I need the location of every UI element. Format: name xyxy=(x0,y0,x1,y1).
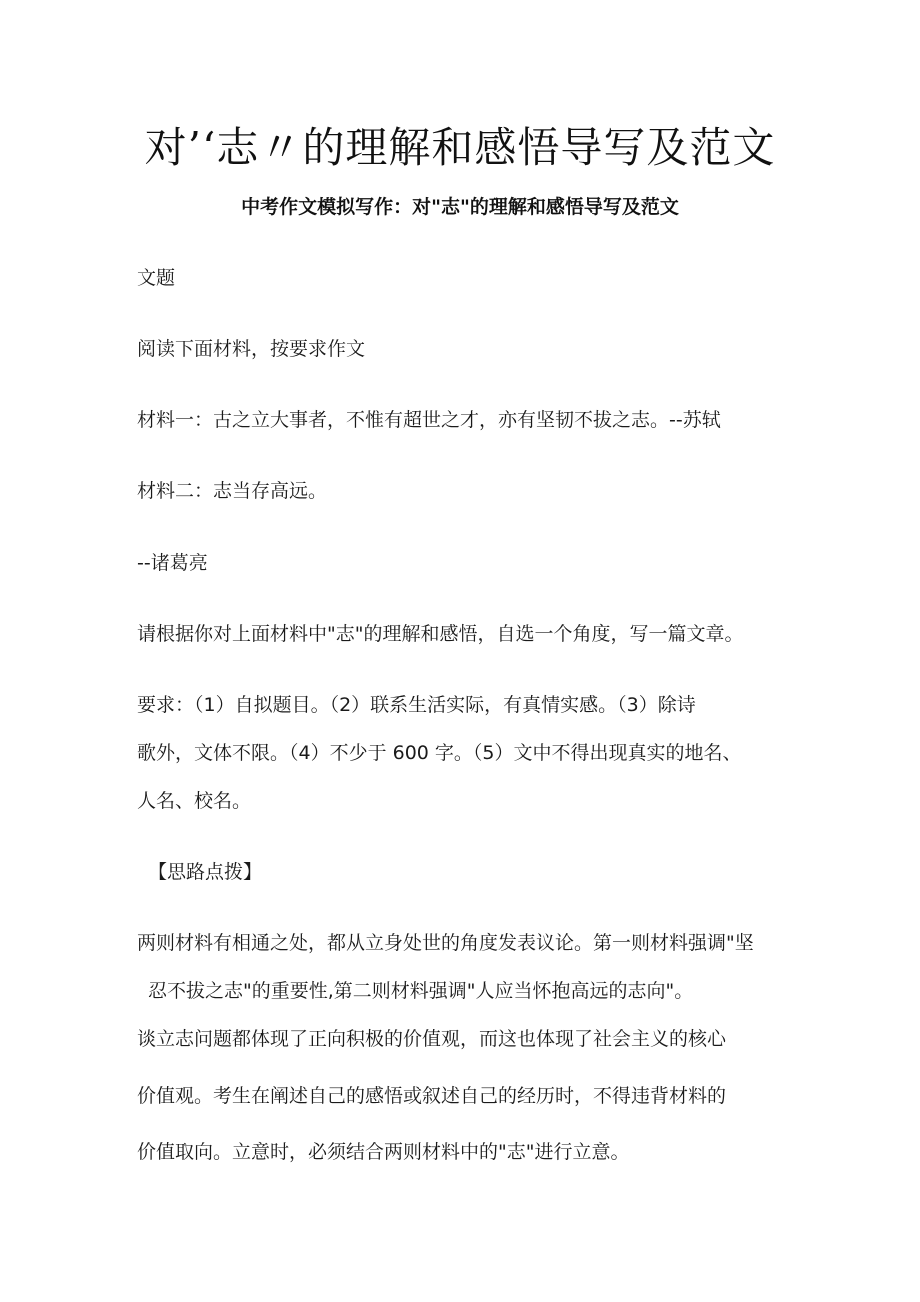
material-two: 材料二：志当存高远。 xyxy=(137,480,328,502)
instruction-text: 阅读下面材料，按要求作文 xyxy=(137,338,366,360)
document-subtitle: 中考作文模拟写作：对"志"的理解和感悟导写及范文 xyxy=(241,196,679,218)
requirements-line: 歌外，文体不限。（4）不少于 600 字。（5）文中不得出现真实的地名、 xyxy=(137,742,742,764)
document-title: 对’‘志〃的理解和感悟导写及范文 xyxy=(144,123,776,172)
analysis-line: 谈立志问题都体现了正向积极的价值观，而这也体现了社会主义的核心 xyxy=(137,1028,727,1050)
analysis-line: 价值观。考生在阐述自己的感悟或叙述自己的经历时，不得违背材料的 xyxy=(137,1085,727,1107)
section-heading: 文题 xyxy=(137,267,176,289)
material-two-author: --诸葛亮 xyxy=(137,552,208,574)
analysis-line: 价值取向。立意时，必须结合两则材料中的"志"进行立意。 xyxy=(137,1141,630,1163)
hint-heading: 【思路点拨】 xyxy=(148,861,263,883)
writing-prompt: 请根据你对上面材料中"志"的理解和感悟，自选一个角度，写一篇文章。 xyxy=(137,623,744,645)
requirements-line: 人名、校名。 xyxy=(137,790,252,812)
requirements-line: 要求：（1）自拟题目。（2）联系生活实际，有真情实感。（3）除诗 xyxy=(137,694,696,716)
analysis-line: 两则材料有相通之处，都从立身处世的角度发表议论。第一则材料强调"坚 xyxy=(137,932,754,954)
analysis-line: 忍不拔之志"的重要性,第二则材料强调"人应当怀抱高远的志向"。 xyxy=(148,980,694,1002)
material-one: 材料一：古之立大事者，不惟有超世之才，亦有坚韧不拔之志。--苏轼 xyxy=(137,409,721,431)
